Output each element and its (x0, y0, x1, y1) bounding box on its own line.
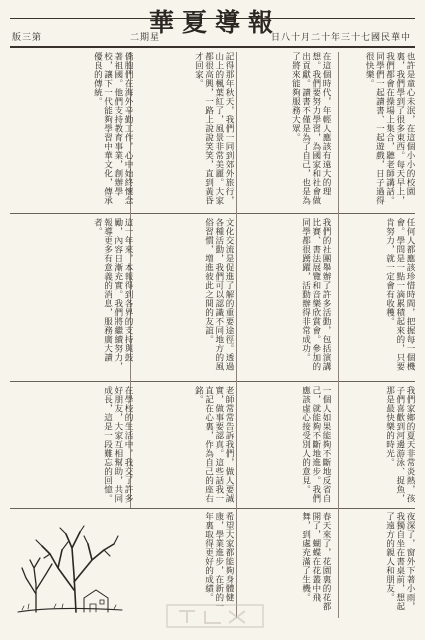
column-rule (236, 52, 237, 618)
article-column: 夜深了，窗外下著小雨，我獨自坐在書桌前，想起了遠方的親人和朋友。 (384, 512, 415, 611)
article-column: 春天來了，花園裏的花都開了，蝴蝶在花叢中飛舞，到處充滿了生機。 (300, 512, 331, 611)
issue-label: 二期星 (130, 33, 161, 43)
article-column: 在學校的生活中，我交了許多好朋友，大家互相幫助，共同成長，這是一段難忘的回憶。 (102, 386, 133, 503)
article-column: 老師常常告訴我們，做人要誠實，做事要認真。這些話我一直記在心裏，作為自己的座右銘。 (193, 386, 234, 503)
masthead-title: 華夏導報 (148, 8, 281, 37)
page-number: 版三第 (12, 33, 43, 43)
article-column: 記得那年秋天，我們一同到郊外旅行，山上的楓葉紅了，風景非常美麗。大家都很高興，一路上說說笑笑，直到黃昏才回家。 (193, 52, 234, 205)
header-rule (10, 46, 415, 48)
article-column: 也許是童心未泯，在這個小小的校園裏，我們學到了很多東西。每天早上，我們都會在操場上集合，聽老師講話。同學們一起讀書、一起遊戲，日子過得很快樂。 (364, 52, 415, 205)
section-divider (10, 508, 415, 509)
article-column: 僑胞們在海外辛勤工作，心中始終懷念著祖國。他們支持教育事業，創辦學校，讓下一代能夠學習中華文化，傳承優良的傳統。 (92, 52, 133, 205)
article-column: 我們家鄉的夏天非常炎熱，孩子們喜歡到河邊游泳、捉魚，那是最快樂的時光。 (384, 386, 415, 503)
article-column: 一個人如果能夠不斷地反省自己，就能夠不斷地進步。我們應該虛心接受別人的意見。 (300, 386, 331, 503)
section-divider (10, 381, 415, 382)
dateline: 日八十月二十年三十七國民華中 (270, 33, 411, 43)
article-column: 我們的社團舉辦了許多活動，包括演講比賽、書法展覽和音樂欣賞會。參加的同學都很踴躍，活動辦得非常成功。 (300, 218, 331, 371)
article-column: 任何人都應該珍惜時間，把握每一個機會。學問是一點一滴累積起來的，只要肯努力，就一定會有收穫。 (384, 218, 415, 371)
article-column: 在這個時代，年輕人應該有遠大的理想。我們要努力學習，為國家和社會做出貢獻。讀書不僅是為了自己，也是為了將來能夠服務大眾。 (290, 52, 331, 205)
archive-stamp (160, 600, 270, 632)
article-column: 希望大家都能夠身體健康，學業進步，在新的一年裏取得更好的成績。 (203, 512, 234, 611)
article-column: 文化交流是促進了解的重要途徑。透過各種活動，我們可以認識不同地方的風俗習慣，增進彼此之間的友誼。 (203, 218, 234, 371)
tree-illustration (14, 520, 126, 620)
article-column: 這一年來，本報得到各界的支持與鼓勵，內容日漸充實。我們將繼續努力，報導更多有意義的消息，服務廣大讀者。 (92, 218, 133, 371)
section-divider (10, 213, 415, 214)
